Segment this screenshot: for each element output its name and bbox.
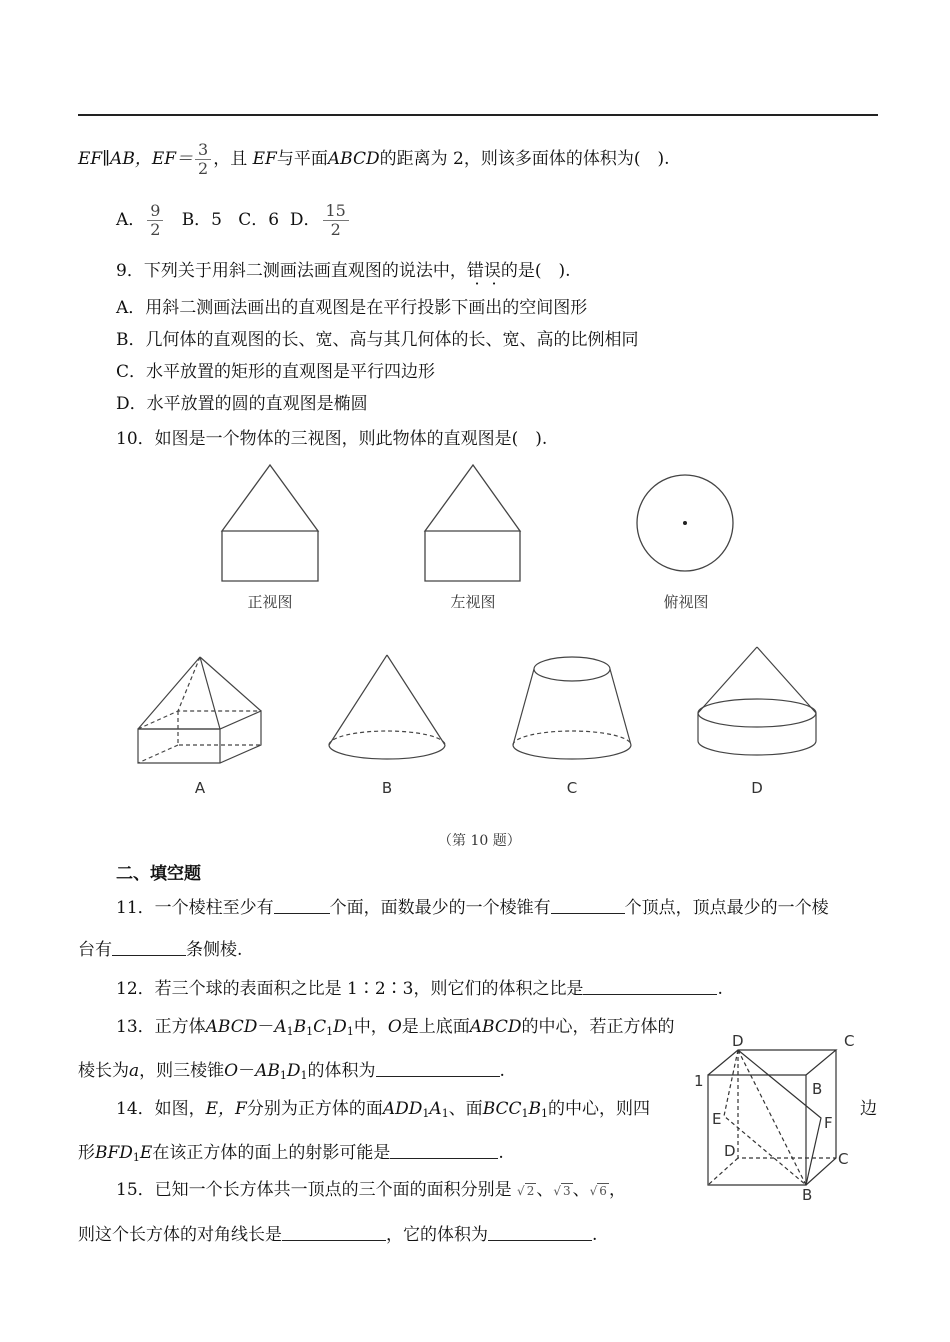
q9-stem: 9．下列关于用斜二测画法画直观图的说法中，错误的是( ). — [116, 261, 571, 281]
choice-d-shape — [698, 647, 816, 755]
sqrt-value: √ 2 — [517, 1184, 535, 1198]
cube-figure — [690, 1030, 870, 1210]
q11-line1: 11．一个棱柱至少有 个面，面数最少的一个棱锥有 个顶点，顶点最少的一个棱 — [116, 898, 829, 918]
header-rule — [78, 114, 878, 116]
option-c: C．6 — [238, 210, 280, 230]
cube-label-c1: C — [844, 1032, 855, 1050]
q13-line2: 棱长为a，则三棱锥$O-AB_1D_1$的体积为 . — [78, 1061, 505, 1082]
top-view-center-dot — [683, 521, 687, 525]
fraction: $\frac{15}{2}$ — [323, 202, 349, 239]
answer-blank[interactable] — [282, 1226, 386, 1241]
option-b: B．5 — [181, 210, 222, 230]
cube-label-f: F — [824, 1114, 833, 1132]
choice-label-b: B — [381, 779, 393, 797]
choice-a-shape — [138, 657, 261, 763]
answer-blank[interactable] — [488, 1226, 592, 1241]
sqrt-value: √ 3 — [553, 1184, 571, 1198]
emphasis-char: 错 — [466, 261, 484, 281]
answer-blank[interactable] — [112, 941, 186, 956]
q15-line2: 则这个长方体的对角线长是 ，它的体积为 . — [78, 1225, 598, 1245]
view-label-top: 俯视图 — [663, 593, 709, 611]
q14-line1-end: 边 — [860, 1099, 877, 1119]
q9-option-c: C．水平放置的矩形的直观图是平行四边形 — [116, 362, 436, 382]
q14-line2: 形$BFD_1E$在该正方体的面上的射影可能是 . — [78, 1143, 504, 1164]
cube-label-e: E — [712, 1110, 722, 1128]
view-label-side: 左视图 — [450, 593, 496, 611]
view-label-front: 正视图 — [247, 593, 293, 611]
option-a: A． — [116, 210, 146, 230]
choice-c-shape — [513, 657, 631, 759]
q14-line1: 14．如图，E，F分别为正方体的面$ADD_1A_1$、面$BCC_1B_1$的中心，则四 — [116, 1099, 651, 1120]
choice-label-a: A — [194, 779, 206, 797]
fraction: $\frac{3}{2}$ — [195, 141, 211, 178]
cube-label-b1: B — [812, 1080, 823, 1098]
choice-label-d: D — [751, 779, 763, 797]
front-view-shape — [222, 465, 318, 581]
fraction: $\frac{9}{2}$ — [147, 202, 163, 239]
q12: 12．若三个球的表面积之比是 1∶2∶3，则它们的体积之比是 . — [116, 979, 723, 999]
answer-blank[interactable] — [376, 1062, 500, 1077]
emphasis-char: 误 — [483, 261, 501, 281]
section-title: 二、填空题 — [116, 864, 201, 884]
option-d: D． — [289, 210, 321, 230]
q9-option-d: D．水平放置的圆的直观图是椭圆 — [116, 394, 368, 414]
three-views-figure — [0, 455, 950, 815]
q11-line2: 台有 条侧棱. — [78, 940, 243, 960]
cube-label-c: C — [838, 1150, 849, 1168]
cube-label-b: B — [802, 1186, 813, 1204]
answer-blank[interactable] — [551, 899, 625, 914]
side-view-shape — [425, 465, 520, 581]
sqrt-value: √ 6 — [589, 1184, 607, 1198]
q9-option-b: B．几何体的直观图的长、宽、高与其几何体的长、宽、高的比例相同 — [116, 330, 639, 350]
answer-blank[interactable] — [274, 899, 330, 914]
q15-line1: 15．已知一个长方体共一顶点的三个面的面积分别是 √ 2 、√ 3 、√ 6 ， — [116, 1180, 626, 1200]
answer-blank[interactable] — [583, 980, 717, 995]
q13-line1: 13．正方体$ABCD-A_1B_1C_1D_1$中，O是上底面ABCD的中心，若正方体的 — [116, 1017, 675, 1038]
q10-stem: 10．如图是一个物体的三视图，则此物体的直观图是( ). — [116, 429, 548, 449]
q8-options — [116, 202, 351, 239]
answer-blank[interactable] — [390, 1144, 498, 1159]
cube-label-d1: D — [732, 1032, 744, 1050]
figure-caption: （第 10 题） — [438, 833, 521, 849]
cube-label-a1: 1 — [694, 1072, 704, 1090]
choice-b-shape — [329, 655, 445, 759]
q8-stem: EF∥AB，EF＝ $\frac{3}{2}$ ，且 EF与平面ABCD的距离为 2，则该多面体的体积为( ). — [78, 140, 670, 178]
choice-label-c: C — [566, 779, 578, 797]
cube-label-d: D — [724, 1142, 736, 1160]
q9-option-a: A．用斜二测画法画出的直观图是在平行投影下画出的空间图形 — [116, 298, 588, 318]
